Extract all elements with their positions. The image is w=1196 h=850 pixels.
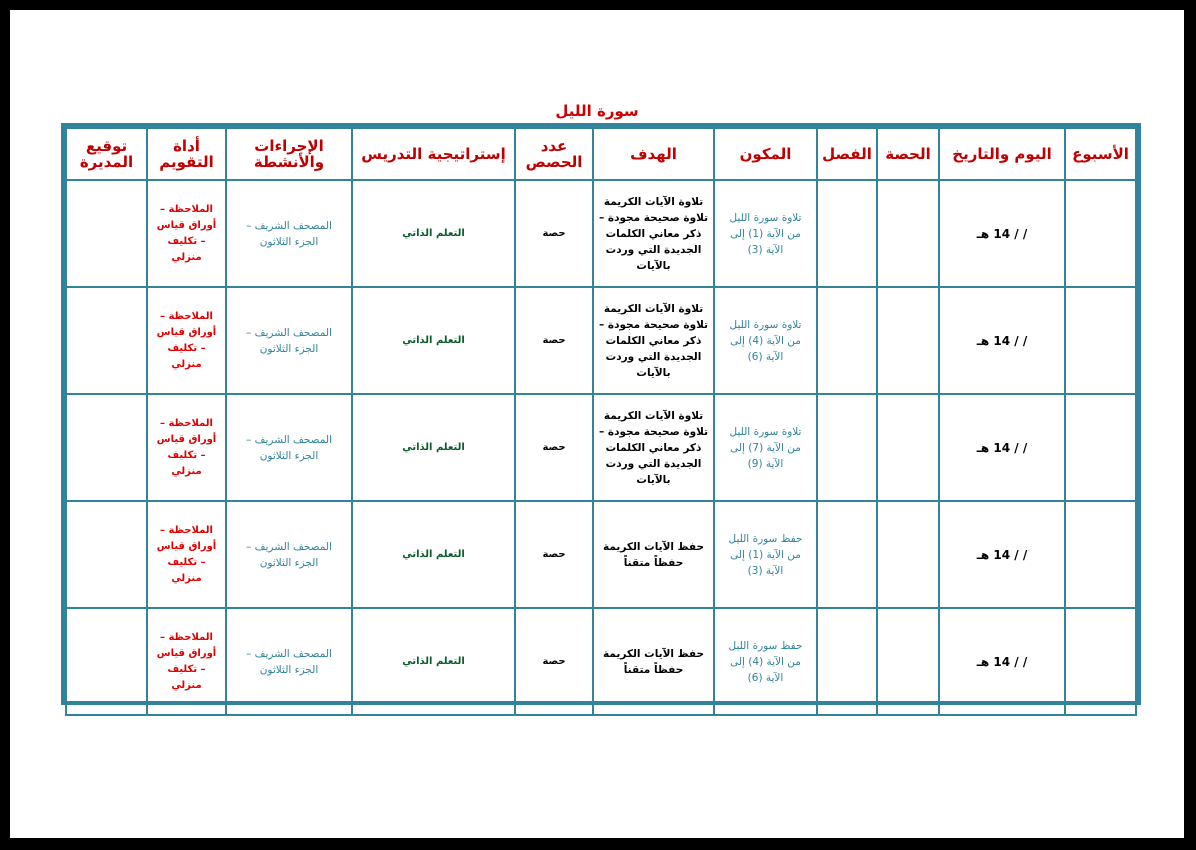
header-activities: الإجراءات والأنشطة (226, 128, 352, 180)
table-row (66, 501, 1136, 608)
class-cell (817, 394, 877, 501)
week-cell (1065, 608, 1136, 715)
class-cell (817, 287, 877, 394)
lesson-plan-table (65, 127, 1137, 716)
goal-cell: حفظ الآيات الكريمة حفظاً متقناً (593, 501, 714, 608)
week-cell (1065, 180, 1136, 287)
table-row (66, 608, 1136, 715)
period-cell (877, 501, 939, 608)
header-component: المكون (714, 128, 817, 180)
signature-cell (66, 608, 147, 715)
header-strategy: إستراتيجية التدريس (352, 128, 515, 180)
sessions-cell: حصة (515, 394, 593, 501)
component-cell: تلاوة سورة الليل من الآية (7) إلى الآية (9) (714, 394, 817, 501)
table-row (66, 287, 1136, 394)
class-cell (817, 180, 877, 287)
goal-cell: تلاوة الآيات الكريمة تلاوة صحيحة مجودة – ذكر معاني الكلمات الجديدة التي وردت بالآيات (593, 180, 714, 287)
signature-cell (66, 180, 147, 287)
class-cell (817, 501, 877, 608)
week-cell (1065, 287, 1136, 394)
table-row (66, 180, 1136, 287)
assessment-cell: الملاحظة – أوراق قياس – تكليف منزلي (147, 287, 226, 394)
date-cell: / / 14 هـ (939, 287, 1065, 394)
week-cell (1065, 394, 1136, 501)
table-row (66, 394, 1136, 501)
goal-cell: حفظ الآيات الكريمة حفظاً متقناً (593, 608, 714, 715)
activities-cell: المصحف الشريف – الجزء الثلاثون (226, 608, 352, 715)
signature-cell (66, 287, 147, 394)
goal-cell: تلاوة الآيات الكريمة تلاوة صحيحة مجودة – ذكر معاني الكلمات الجديدة التي وردت بالآيات (593, 394, 714, 501)
header-class: الفصل (817, 128, 877, 180)
header-row (66, 128, 1136, 180)
date-cell: / / 14 هـ (939, 501, 1065, 608)
header-sessions: عدد الحصص (515, 128, 593, 180)
sessions-cell: حصة (515, 287, 593, 394)
lesson-plan-table-frame (61, 123, 1141, 705)
activities-cell: المصحف الشريف – الجزء الثلاثون (226, 287, 352, 394)
date-cell: / / 14 هـ (939, 608, 1065, 715)
activities-cell: المصحف الشريف – الجزء الثلاثون (226, 501, 352, 608)
page-title: سورة الليل (555, 102, 639, 120)
period-cell (877, 608, 939, 715)
header-date: اليوم والتاريخ (939, 128, 1065, 180)
activities-cell: المصحف الشريف – الجزء الثلاثون (226, 180, 352, 287)
activities-cell: المصحف الشريف – الجزء الثلاثون (226, 394, 352, 501)
assessment-cell: الملاحظة – أوراق قياس – تكليف منزلي (147, 608, 226, 715)
date-cell: / / 14 هـ (939, 394, 1065, 501)
signature-cell (66, 501, 147, 608)
sessions-cell: حصة (515, 180, 593, 287)
week-cell (1065, 501, 1136, 608)
strategy-cell: التعلم الذاتي (352, 608, 515, 715)
header-assessment: أداة التقويم (147, 128, 226, 180)
assessment-cell: الملاحظة – أوراق قياس – تكليف منزلي (147, 180, 226, 287)
period-cell (877, 180, 939, 287)
strategy-cell: التعلم الذاتي (352, 287, 515, 394)
component-cell: حفظ سورة الليل من الآية (4) إلى الآية (6) (714, 608, 817, 715)
sessions-cell: حصة (515, 501, 593, 608)
header-goal: الهدف (593, 128, 714, 180)
header-signature: توقيع المديرة (66, 128, 147, 180)
component-cell: تلاوة سورة الليل من الآية (1) إلى الآية (3) (714, 180, 817, 287)
date-cell: / / 14 هـ (939, 180, 1065, 287)
class-cell (817, 608, 877, 715)
header-period: الحصة (877, 128, 939, 180)
document-page (10, 10, 1184, 838)
component-cell: تلاوة سورة الليل من الآية (4) إلى الآية (6) (714, 287, 817, 394)
strategy-cell: التعلم الذاتي (352, 501, 515, 608)
assessment-cell: الملاحظة – أوراق قياس – تكليف منزلي (147, 501, 226, 608)
signature-cell (66, 394, 147, 501)
header-week: الأسبوع (1065, 128, 1136, 180)
component-cell: حفظ سورة الليل من الآية (1) إلى الآية (3) (714, 501, 817, 608)
strategy-cell: التعلم الذاتي (352, 394, 515, 501)
sessions-cell: حصة (515, 608, 593, 715)
period-cell (877, 287, 939, 394)
assessment-cell: الملاحظة – أوراق قياس – تكليف منزلي (147, 394, 226, 501)
period-cell (877, 394, 939, 501)
goal-cell: تلاوة الآيات الكريمة تلاوة صحيحة مجودة – ذكر معاني الكلمات الجديدة التي وردت بالآيات (593, 287, 714, 394)
strategy-cell: التعلم الذاتي (352, 180, 515, 287)
